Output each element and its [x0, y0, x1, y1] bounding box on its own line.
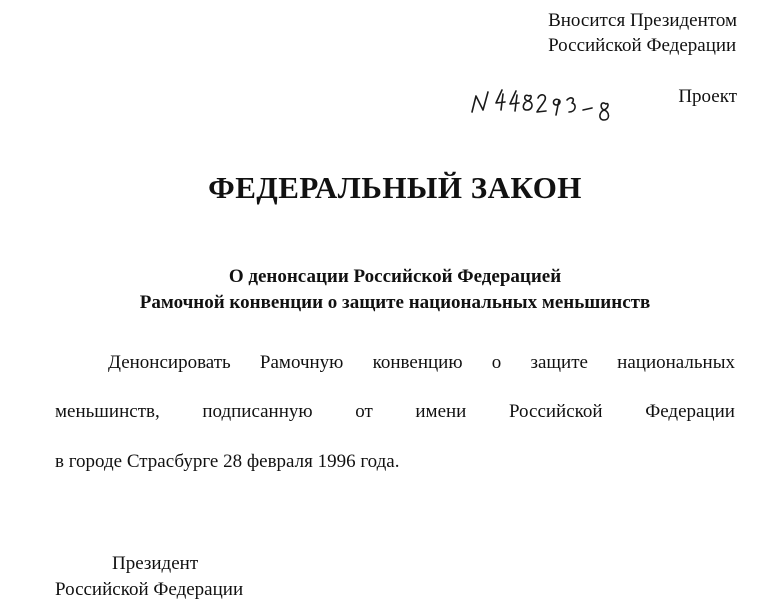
body-word: Денонсировать: [108, 352, 231, 373]
handwritten-registration-number: [468, 86, 628, 130]
body-word: меньшинств,: [55, 401, 160, 422]
body-word: подписанную: [202, 401, 313, 422]
submitter-line-1: Вносится Президентом: [548, 10, 737, 31]
body-word: Федерации: [645, 401, 735, 422]
signature-block: [55, 551, 243, 603]
body-word: национальных: [617, 352, 735, 373]
body-word: Рамочную: [259, 352, 344, 373]
body-line-3: в городе Страсбурге 28 февраля 1996 года.: [55, 451, 400, 472]
signature-title: Президент: [112, 553, 199, 574]
body-word: имени: [415, 401, 467, 422]
signature-organization: Российской Федерации: [55, 579, 244, 600]
submitter-line-2: Российской Федерации: [548, 35, 737, 56]
subtitle-line-1: О денонсации Российской Федерацией: [228, 266, 562, 287]
body-word: конвенцию: [372, 352, 463, 373]
body-word: защите: [530, 352, 588, 373]
body-word: о: [491, 352, 502, 373]
body-line-2: [55, 400, 735, 424]
body-word: от: [355, 401, 373, 422]
document-subtitle: [0, 264, 759, 316]
draft-label: Проект: [678, 86, 737, 107]
body-word: Российской: [508, 401, 603, 422]
body-line-1: [108, 351, 735, 375]
subtitle-line-2: Рамочной конвенции о защите национальных меньшинств: [139, 292, 651, 313]
document-title: ФЕДЕРАЛЬНЫЙ ЗАКОН: [208, 170, 582, 205]
submitter-block: [548, 8, 737, 58]
